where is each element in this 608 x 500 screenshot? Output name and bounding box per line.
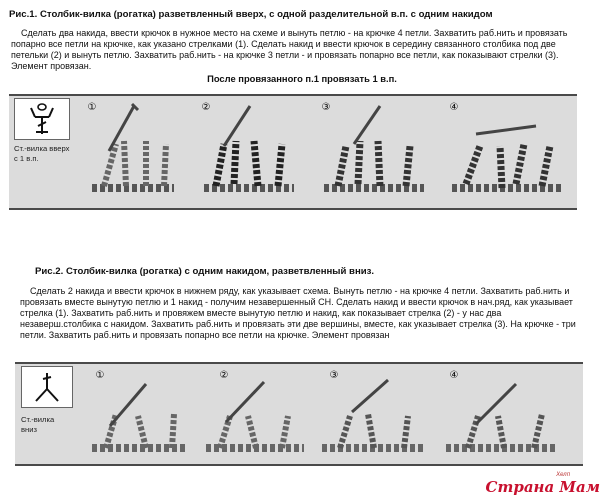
stitch-fork-up-symbol xyxy=(15,99,69,139)
figure1-step-2 xyxy=(202,102,294,188)
figure1-steps-illustration xyxy=(74,96,574,206)
figure2-step-1 xyxy=(92,370,188,448)
figure1-instructions-text: Сделать два накида, ввести крючок в нужное место на схеме и вынуть петлю - на крючке 4 петли. Захватить раб.нить и провязать попарно все петли на крючке, как указано стрелками (1). Сделать накид и ввести крючок в середину связанного столбика под две петельки (2) и вынуть петлю. Захватить раб.нить - на крючке 3 петли - и провязать попарно все петли, как показывают стрелки (3). Элемент провязан. xyxy=(11,28,568,71)
figure1-symbol-label: Ст.-вилка вверх с 1 в.п. xyxy=(14,144,70,163)
figure2-step-number: ② xyxy=(219,370,229,381)
figure1-step-number: ③ xyxy=(321,102,331,113)
figure2-step-3 xyxy=(322,370,424,448)
figure1-step-number: ④ xyxy=(449,102,459,113)
figure2-step-number: ③ xyxy=(329,370,339,381)
figure2-step-4 xyxy=(446,370,558,448)
figure2-symbol-box xyxy=(21,366,73,408)
figure2-step-number: ④ xyxy=(449,370,459,381)
figure2-instructions: Сделать 2 накида и ввести крючок в нижнем ряду, как указывает схема. Вынуть петлю - на крючке 4 петли. Захватить раб.нить и провязать вместе вынутую петлю и 1 накид - получим незавершенный СН. Сделать накид и ввести крючок в нач.ряд, как указывает стрелка (1). Захватить раб.нить и провяжем вместе вынутую петлю и накид, как показывает стрелка (2) - у нас два незаверш.столбика с накидом. Захватить раб.нить и провязать эти две вершины, вместе, как указывает стрелка (3). На крючке - три петли. Захватить раб.нить и провязать попарно все петли на крючке. Элемент провязан xyxy=(20,286,576,340)
stitch-fork-down-symbol xyxy=(22,367,72,407)
figure2-title: Рис.2. Столбик-вилка (рогатка) с одним накидом, разветвленный вниз. xyxy=(35,266,375,277)
watermark-small: Хелп xyxy=(556,472,570,478)
figure1-title: Рис.1. Столбик-вилка (рогатка) разветвленный вверх, с одной разделительной в.п. с одним накидом xyxy=(9,9,493,20)
site-watermark xyxy=(486,472,600,497)
figure1-symbol-box xyxy=(14,98,70,140)
figure2-step-2 xyxy=(206,370,304,448)
figure2-steps-illustration xyxy=(76,364,576,460)
figure1-step-3 xyxy=(322,102,424,188)
figure1-step-number: ② xyxy=(201,102,211,113)
figure2-step-number: ① xyxy=(95,370,105,381)
figure1-instructions xyxy=(11,28,583,84)
figure1-note: После провязанного п.1 провязать 1 в.п. xyxy=(207,73,397,84)
figure1-step-4 xyxy=(450,102,564,188)
watermark-logo-text: Страна Мам xyxy=(485,478,600,496)
figure1-step-1 xyxy=(88,102,174,188)
figure1-step-number: ① xyxy=(87,102,97,113)
figure2-symbol-label: Ст.-вилка вниз xyxy=(21,415,55,434)
